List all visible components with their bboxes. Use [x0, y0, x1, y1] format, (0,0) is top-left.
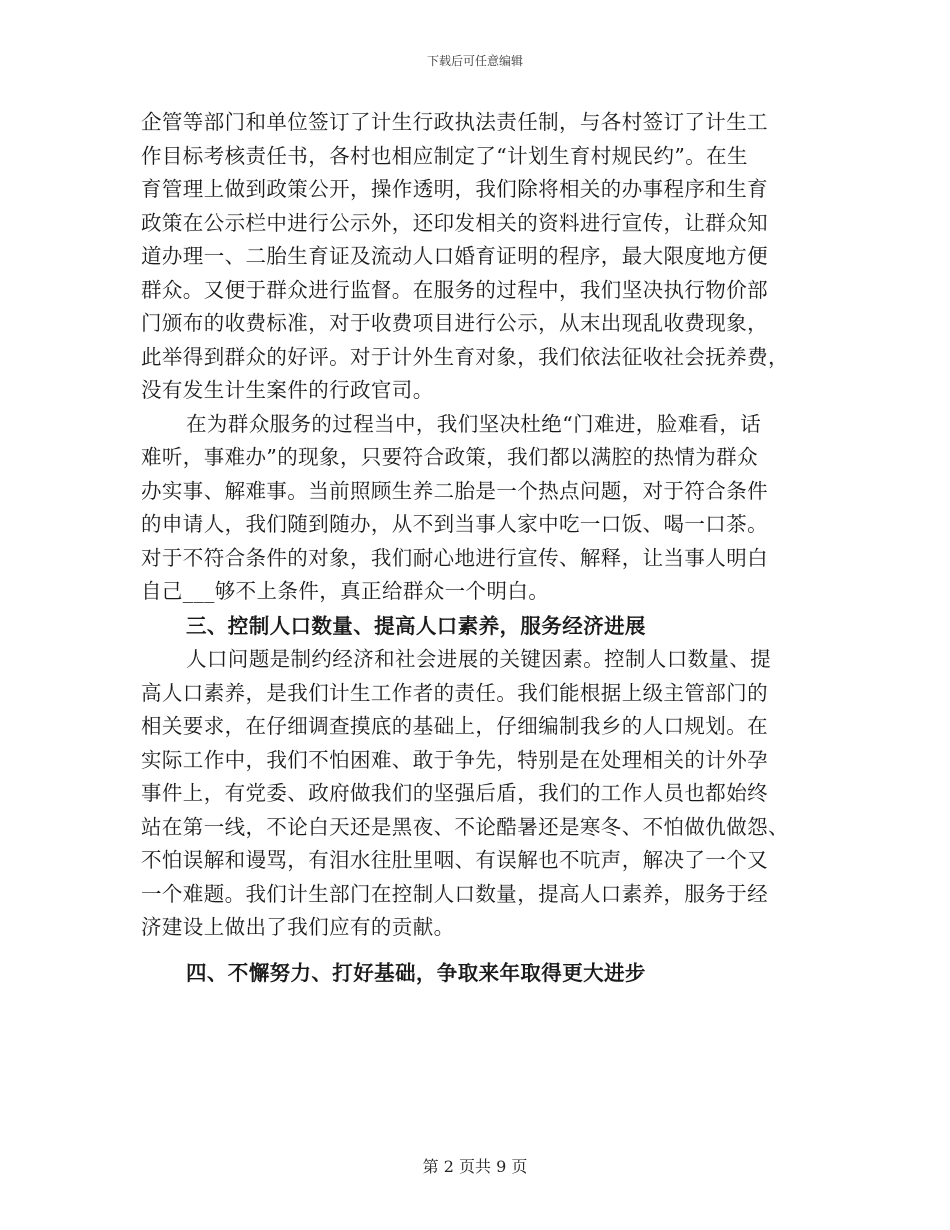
paragraph-line: 自己___够不上条件，真正给群众一个明白。	[141, 579, 550, 603]
document-body	[141, 106, 813, 990]
paragraph-line: 道办理一、二胎生育证及流动人口婚育证明的程序，最大限度地方便	[141, 244, 768, 268]
paragraph-line: 对于不符合条件的对象，我们耐心地进行宣传、解释，让当事人明白	[141, 545, 768, 570]
paragraph-line: 政策在公示栏中进行公示外，还印发相关的资料进行宣传，让群众知	[141, 210, 768, 235]
page-header: 下载后可任意编辑	[426, 54, 523, 68]
paragraph-line: 作目标考核责任书，各村也相应制定了“计划生育村规民约”。在生	[141, 143, 748, 168]
paragraph-line: 企管等部门和单位签订了计生行政执法责任制，与各村签订了计生工	[141, 110, 768, 134]
paragraph-line: 的申请人，我们随到随办，从不到当事人家中吃一口饭、喝一口茶。	[141, 512, 768, 536]
heading-text: 四、不懈努力、打好基础，争取来年取得更大进步	[186, 960, 646, 985]
page-footer: 第 2 页共 9 页	[422, 1157, 528, 1176]
paragraph-line: 办实事、解难事。当前照顾生养二胎是一个热点问题，对于符合条件	[141, 478, 768, 503]
paragraph-1	[141, 106, 813, 408]
paragraph-line: 一个难题。我们计生部门在控制人口数量，提高人口素养，服务于经	[141, 881, 768, 906]
paragraph-line: 实际工作中，我们不怕困难、敢于争先，特别是在处理相关的计外孕	[141, 747, 768, 772]
paragraph-line: 在为群众服务的过程当中，我们坚决杜绝“门难进，脸难看，话	[186, 411, 762, 436]
paragraph-line: 站在第一线，不论白天还是黑夜、不论酷暑还是寒冬、不怕做仇做怨、	[141, 814, 789, 839]
section-heading-4	[141, 957, 813, 991]
paragraph-2	[141, 408, 813, 609]
paragraph-line: 育管理上做到政策公开，操作透明，我们除将相关的办事程序和生育	[141, 177, 768, 201]
paragraph-line: 没有发生计生案件的行政官司。	[141, 378, 434, 402]
paragraph-line: 事件上，有党委、政府做我们的坚强后盾，我们的工作人员也都始终	[141, 781, 768, 805]
paragraph-line: 相关要求，在仔细调查摸底的基础上，仔细编制我乡的人口规划。在	[141, 714, 768, 738]
paragraph-line: 济建设上做出了我们应有的贡献。	[141, 915, 455, 939]
paragraph-3	[141, 643, 813, 945]
paragraph-line: 此举得到群众的好评。对于计外生育对象，我们依法征收社会抚养费，	[141, 344, 789, 369]
paragraph-line: 群众。又便于群众进行监督。在服务的过程中，我们坚决执行物价部	[141, 277, 768, 302]
heading-text: 三、控制人口数量、提高人口素养，服务经济进展	[186, 613, 646, 638]
paragraph-line: 难听，事难办”的现象，只要符合政策，我们都以满腔的热情为群众	[141, 445, 758, 469]
paragraph-line: 人口问题是制约经济和社会进展的关键因素。控制人口数量、提	[186, 647, 772, 671]
paragraph-line: 门颁布的收费标准，对于收费项目进行公示，从末出现乱收费现象，	[141, 311, 768, 335]
paragraph-line: 高人口素养，是我们计生工作者的责任。我们能根据上级主管部门的	[141, 680, 768, 705]
paragraph-line: 不怕误解和谩骂，有泪水往肚里咽、有误解也不吭声，解决了一个又	[141, 848, 768, 872]
section-heading-3	[141, 610, 813, 644]
